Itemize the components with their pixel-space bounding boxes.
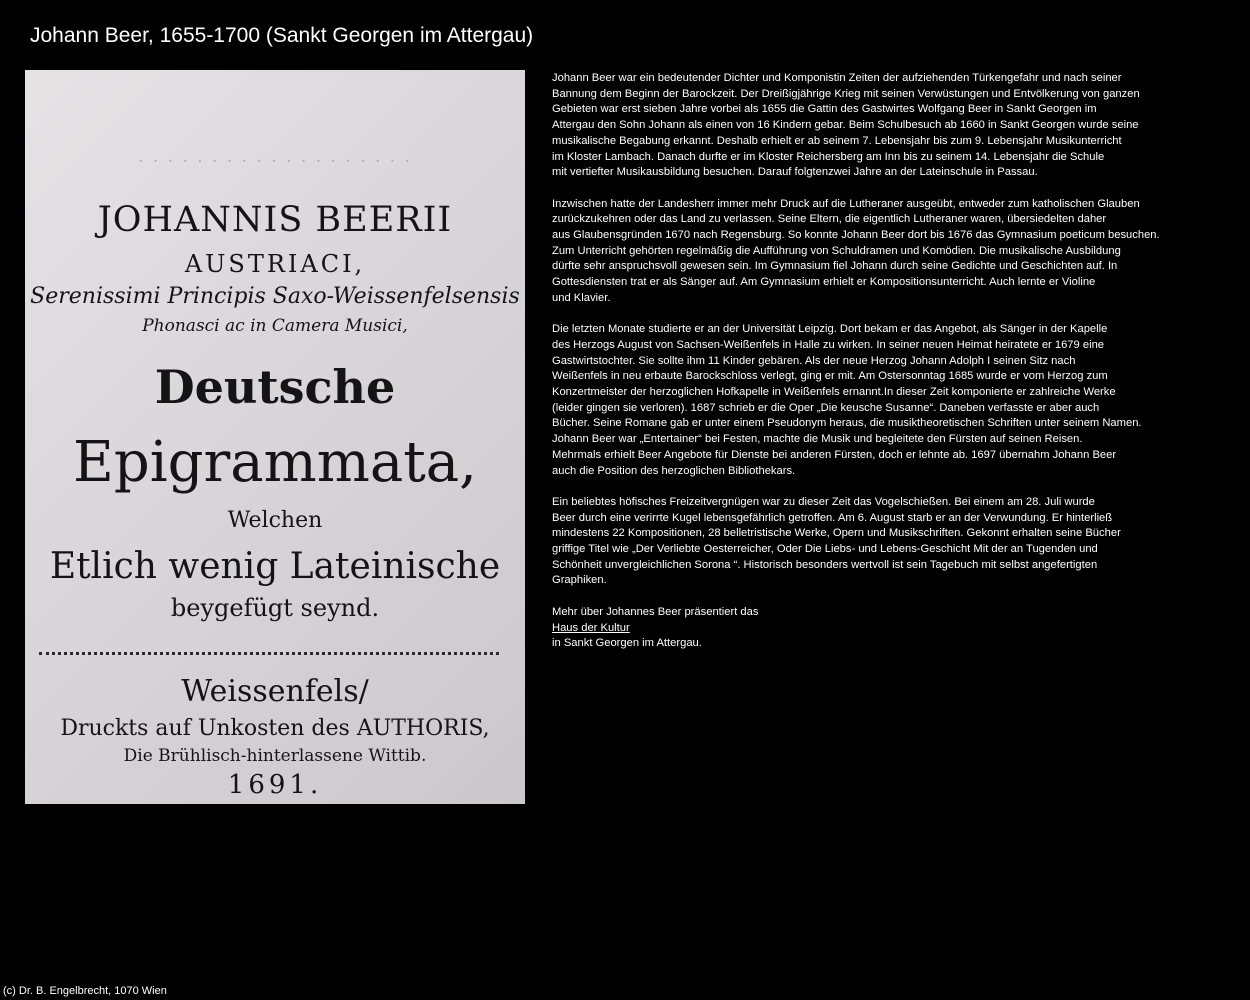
text-line: zurückzukehren oder das Land zu verlassen. Seine Eltern, die eigentlich Lutheraner waren, übersiedelten daher bbox=[552, 213, 1107, 226]
title-page-scan-image bbox=[25, 70, 525, 804]
text-line: Weißenfels in neu erbaute Barockschloss verlegt, ging er mit. Am Ostersonntag 1685 wurde er vom Herzog zum bbox=[552, 370, 1108, 383]
paragraph-weissenfels bbox=[552, 322, 1222, 479]
scan-line-origin: AUSTRIACI, bbox=[184, 250, 366, 278]
text-line: auch die Position des herzoglichen Bibliothekars. bbox=[552, 464, 796, 477]
text-line: Beer durch eine verirrte Kugel lebensgefährlich getroffen. Am 6. August starb er an der Verwundung. Er hinterließ bbox=[552, 511, 1113, 524]
text-line: griffige Titel wie „Der Verliebte Oesterreicher, Oder Die Liebs- und Lebens-Geschicht Mit der an Tugenden und bbox=[552, 543, 1098, 556]
text-line: Bücher. Seine Romane gab er unter einem Pseudonym heraus, die musiktheoretischen Schriften unter seinem Namen. bbox=[552, 417, 1142, 430]
paragraph-death bbox=[552, 495, 1222, 589]
scan-line-welchen: Welchen bbox=[227, 508, 323, 533]
text-line: Graphiken. bbox=[552, 574, 607, 587]
text-line: Konzertmeister der herzoglichen Hofkapelle in Weißenfels ernannt.In dieser Zeit komponierte er zahlreiche Werke bbox=[552, 386, 1116, 399]
text-line: Johann Beer war „Entertainer“ bei Festen, machte die Musik und begleitete den Fürsten auf seinen Reisen. bbox=[552, 433, 1083, 446]
text-line: aus Glaubensgründen 1670 nach Regensburg. So konnte Johann Beer dort bis 1676 das Gymnasium poeticum besuchen. bbox=[552, 229, 1160, 242]
scan-line-patron: Serenissimi Principis Saxo-Weissenfelsensis bbox=[30, 284, 520, 309]
scan-faded-line: · · · · · · · · · · · · · · · · · · · bbox=[138, 152, 412, 172]
scan-line-place: Weissenfels/ bbox=[181, 674, 369, 709]
text-line: Gebieten war erst sieben Jahre vorbei als 1655 die Gattin des Gastwirtes Wolfgang Beer in Sankt Georgen im bbox=[552, 103, 1097, 116]
text-line: musikalische Begabung erkannt. Deshalb erhielt er ab seinem 7. Lebensjahr bis zum 9. Lebensjahr Musikunterricht bbox=[552, 134, 1122, 147]
text-line: Ein beliebtes höfisches Freizeitvergnügen war zu dieser Zeit das Vogelschießen. Bei einem am 28. Juli wurde bbox=[552, 495, 1095, 508]
article-text bbox=[552, 71, 1222, 668]
text-line: des Herzogs August von Sachsen-Weißenfels in Halle zu wirken. In seiner neuen Heimat heiratete er 1679 eine bbox=[552, 338, 1105, 351]
scan-line-latin: Etlich wenig Lateinische bbox=[49, 546, 501, 587]
haus-der-kultur-link[interactable]: Haus der Kultur bbox=[552, 621, 630, 634]
text-line: Johann Beer war ein bedeutender Dichter und Komponistin Zeiten der aufziehenden Türkengefahr und nach seiner bbox=[552, 72, 1122, 84]
more-info-intro: Mehr über Johannes Beer präsentiert das bbox=[552, 605, 759, 618]
scan-line-title-2: Epigrammata, bbox=[73, 430, 477, 495]
text-line: Bannung dem Beginn der Barockzeit. Der Dreißigjährige Krieg mit seinen Verwüstungen und Entvölkerung von ganzen bbox=[552, 87, 1140, 100]
scan-line-year: 1691. bbox=[227, 770, 323, 800]
paragraph-regensburg bbox=[552, 197, 1222, 307]
paragraph-early-life bbox=[552, 71, 1222, 181]
text-line: Zum Unterricht gehörten regelmäßig die Aufführung von Schuldramen und Komödien. Die musikalische Ausbildung bbox=[552, 244, 1121, 257]
paragraph-more-info bbox=[552, 605, 1222, 652]
scan-divider bbox=[39, 652, 499, 655]
scan-line-printer: Druckts auf Unkosten des AUTHORIS, bbox=[60, 716, 490, 741]
copyright-footer: (c) Dr. B. Engelbrecht, 1070 Wien bbox=[3, 985, 167, 997]
scan-line-author: JOHANNIS BEERII bbox=[97, 200, 453, 240]
scan-line-role: Phonasci ac in Camera Musici, bbox=[142, 316, 408, 336]
text-line: im Kloster Lambach. Danach durfte er im Kloster Reichersberg am Inn bis zu seinem 14. Lebensjahr die Schule bbox=[552, 150, 1105, 163]
text-line: Die letzten Monate studierte er an der Universität Leipzig. Dort bekam er das Angebot, als Sänger in der Kapelle bbox=[552, 323, 1108, 336]
text-line: mit vertiefter Musikausbildung besuchen. Darauf folgtenzwei Jahre an der Lateinschule in Passau. bbox=[552, 166, 1038, 179]
scan-line-added: beygefügt seynd. bbox=[170, 594, 380, 622]
text-line: Gottesdiensten trat er als Sänger auf. Am Gymnasium erhielt er Kompositionsunterricht. Auch lernte er Violine bbox=[552, 276, 1096, 289]
text-line: Inzwischen hatte der Landesherr immer mehr Druck auf die Lutheraner ausgeübt, entweder zum katholischen Glauben bbox=[552, 197, 1140, 210]
text-line: Attergau den Sohn Johann als einen von 16 Kindern gebar. Beim Schulbesuch ab 1660 in Sankt Georgen wurde seine bbox=[552, 119, 1139, 132]
text-line: dürfte sehr anspruchsvoll gewesen sein. Im Gymnasium fiel Johann durch seine Gedichte und Geschichten auf. In bbox=[552, 260, 1118, 273]
text-line: Mehrmals erhielt Beer Angebote für Dienste bei anderen Fürsten, doch er lehnte ab. 1697 übernahm Johann Beer bbox=[552, 448, 1117, 461]
page-title: Johann Beer, 1655-1700 (Sankt Georgen im Attergau) bbox=[30, 24, 534, 47]
text-line: und Klavier. bbox=[552, 291, 611, 304]
text-line: Schönheit unvergleichlichen Sorona “. Historisch besonders wertvoll ist sein Tagebuch mit selbst angefertigten bbox=[552, 558, 1098, 571]
more-info-outro: in Sankt Georgen im Attergau. bbox=[552, 637, 702, 650]
text-line: (leider gingen sie verloren). 1687 schrieb er die Oper „Die keusche Susanne“. Daneben verfasste er aber auch bbox=[552, 401, 1100, 414]
text-line: mindestens 22 Kompositionen, 28 belletristische Werke, Opern und Musikschriften. Gekonnt erhalten seine Bücher bbox=[552, 527, 1121, 540]
scan-line-widow: Die Brühlisch-hinterlassene Wittib. bbox=[123, 746, 427, 766]
scan-line-title-1: Deutsche bbox=[154, 360, 396, 414]
text-line: Gastwirtstochter. Sie sollte ihm 11 Kinder gebären. Als der neue Herzog Johann Adolph I seinen Sitz nach bbox=[552, 354, 1076, 367]
